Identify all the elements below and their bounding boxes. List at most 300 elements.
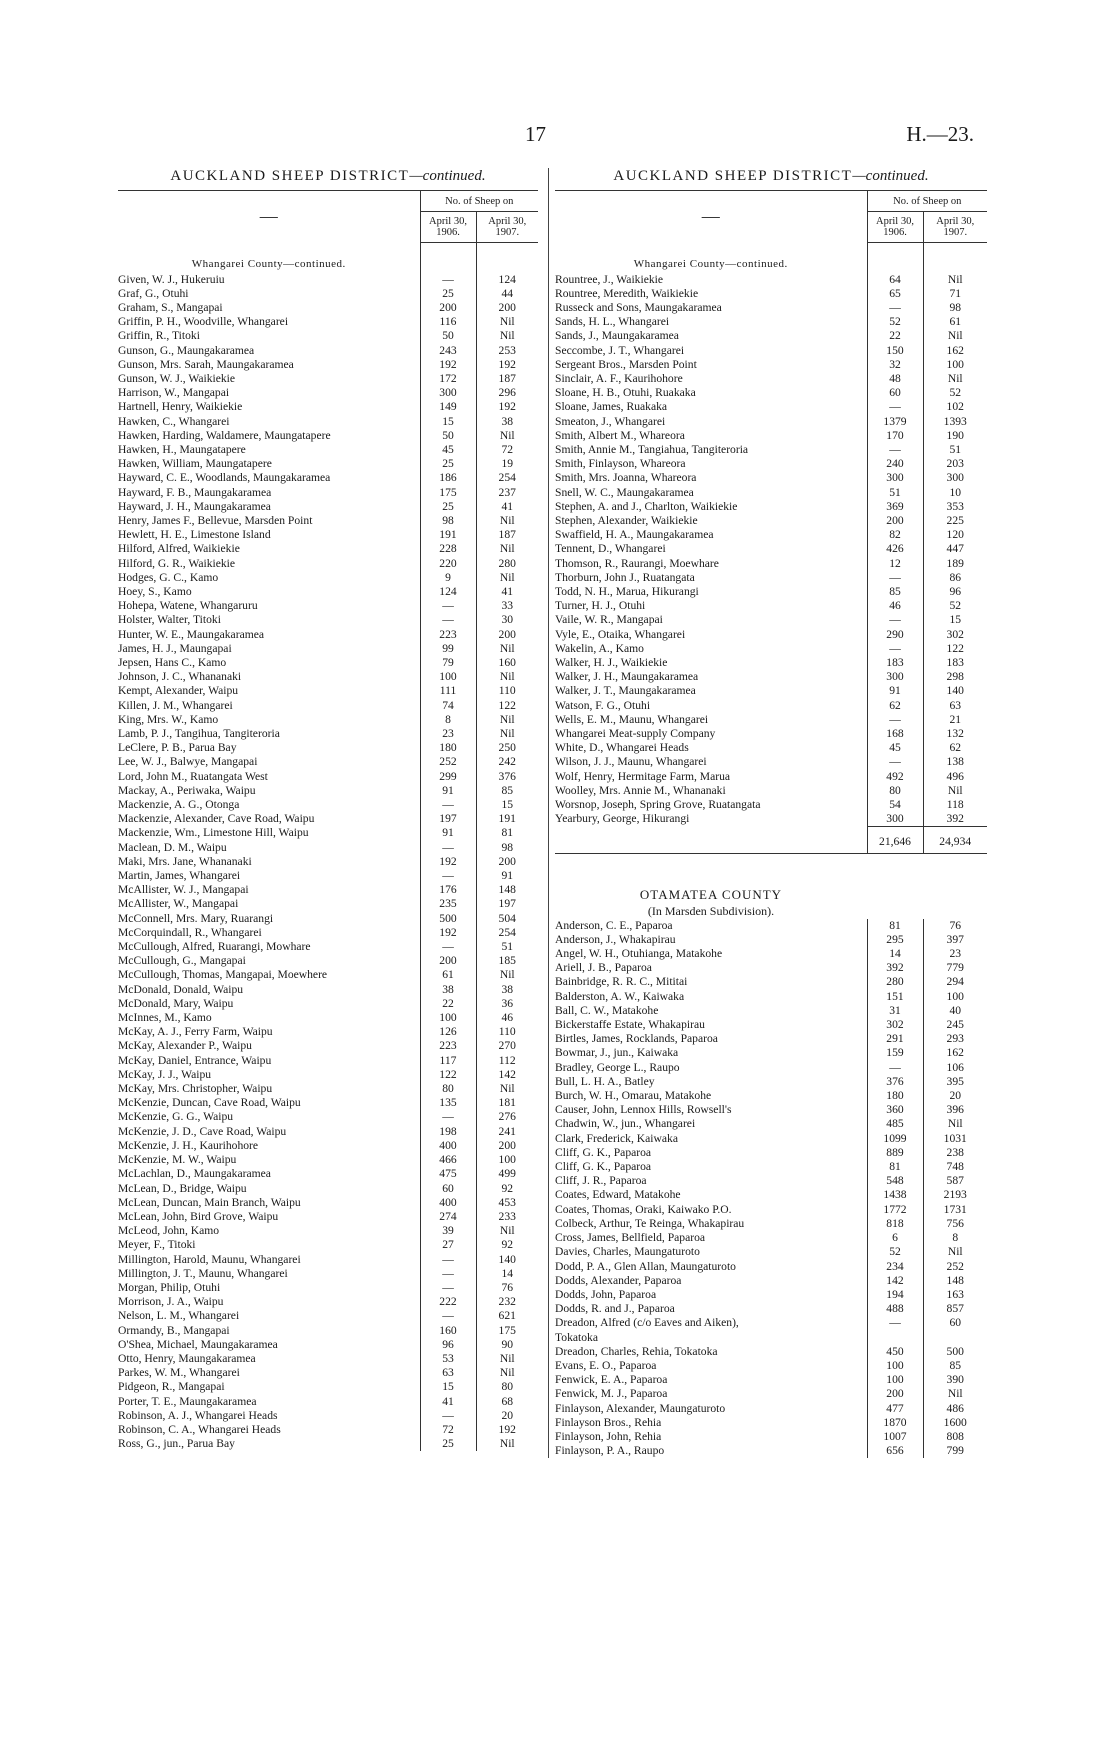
owner-cell: Gunson, Mrs. Sarah, Maungakaramea bbox=[118, 357, 294, 371]
sheep-1907-cell: 118 bbox=[923, 798, 987, 812]
owner-cell: Graham, S., Mangapai bbox=[118, 300, 223, 314]
sheep-1906-cell: 180 bbox=[420, 741, 476, 755]
table-row bbox=[555, 301, 987, 315]
table-row bbox=[118, 471, 538, 485]
table-row bbox=[555, 1274, 987, 1288]
owner-cell: Hunter, W. E., Maungakaramea bbox=[118, 627, 265, 641]
owner-cell: Colbeck, Arthur, Te Reinga, Whakapirau bbox=[555, 1216, 745, 1230]
sheep-1907-cell: Nil bbox=[476, 1082, 538, 1096]
sheep-1906-cell: 60 bbox=[420, 1182, 476, 1196]
table-row bbox=[555, 1217, 987, 1231]
sheep-1907-cell: 14 bbox=[476, 1267, 538, 1281]
table-row bbox=[118, 1068, 538, 1082]
sheep-1906-cell: 198 bbox=[420, 1125, 476, 1139]
owner-cell: Holster, Walter, Titoki bbox=[118, 613, 221, 627]
sheep-1907-cell: Nil bbox=[476, 713, 538, 727]
sheep-1907-cell: 252 bbox=[923, 1260, 987, 1274]
sheep-1907-cell: 232 bbox=[476, 1295, 538, 1309]
table-row bbox=[118, 1409, 538, 1423]
table-row bbox=[555, 1103, 987, 1117]
sheep-1907-cell: 76 bbox=[923, 919, 987, 933]
sheep-1906-cell: 27 bbox=[420, 1238, 476, 1252]
sheep-1907-cell: 52 bbox=[923, 599, 987, 613]
owner-cell: Hodges, G. C., Kamo bbox=[118, 570, 219, 584]
table-row bbox=[555, 358, 987, 372]
sheep-1906-cell: 85 bbox=[867, 585, 923, 599]
sheep-1906-cell: 400 bbox=[420, 1196, 476, 1210]
owner-cell: Finlayson Bros., Rehia bbox=[555, 1415, 662, 1429]
table-row bbox=[555, 1188, 987, 1202]
table-row bbox=[555, 542, 987, 556]
table-row bbox=[555, 415, 987, 429]
sheep-1906-cell: 91 bbox=[420, 826, 476, 840]
sheep-1907-cell: 38 bbox=[476, 415, 538, 429]
owner-cell: Finlayson, P. A., Raupo bbox=[555, 1444, 665, 1458]
owner-cell: Martin, James, Whangarei bbox=[118, 869, 241, 883]
table-row bbox=[555, 727, 987, 741]
sheep-1907-cell: Nil bbox=[923, 1387, 987, 1401]
table-row bbox=[118, 727, 538, 741]
owner-cell: Turner, H. J., Otuhi bbox=[555, 599, 646, 613]
table-row bbox=[118, 1096, 538, 1110]
sheep-1907-cell: 33 bbox=[476, 599, 538, 613]
table-row bbox=[118, 557, 538, 571]
sheep-1907-cell: 162 bbox=[923, 1046, 987, 1060]
sheep-1907-cell: 233 bbox=[476, 1210, 538, 1224]
sheep-1906-cell: 200 bbox=[420, 301, 476, 315]
sheep-1906-cell: 300 bbox=[867, 670, 923, 684]
table-row bbox=[555, 429, 987, 443]
sheep-1907-cell: Nil bbox=[476, 1352, 538, 1366]
right-heading bbox=[555, 168, 987, 190]
table-row bbox=[118, 869, 538, 883]
table-row bbox=[555, 642, 987, 656]
sheep-1907-cell: 23 bbox=[923, 947, 987, 961]
sheep-1907-cell: 280 bbox=[476, 557, 538, 571]
table-row bbox=[118, 954, 538, 968]
sheep-1906-cell: 80 bbox=[867, 784, 923, 798]
table-row bbox=[118, 1196, 538, 1210]
owner-cell: Smith, Finlayson, Whareora bbox=[555, 457, 686, 471]
table-row bbox=[118, 1281, 538, 1295]
sheep-1906-cell: 194 bbox=[867, 1288, 923, 1302]
sheep-1906-cell: 302 bbox=[867, 1018, 923, 1032]
sheep-1906-cell: 74 bbox=[420, 699, 476, 713]
sheep-1907-cell: Nil bbox=[476, 670, 538, 684]
owner-cell: Graf, G., Otuhi bbox=[118, 286, 189, 300]
sheep-1907-cell: 254 bbox=[476, 471, 538, 485]
sheep-1906-cell: 81 bbox=[867, 919, 923, 933]
sheep-1906-cell: 180 bbox=[867, 1089, 923, 1103]
sheep-1906-cell: 8 bbox=[420, 713, 476, 727]
sheep-1907-cell: Nil bbox=[923, 1245, 987, 1259]
owner-cell: Ross, G., jun., Parua Bay bbox=[118, 1437, 235, 1451]
sheep-1907-cell: 51 bbox=[476, 940, 538, 954]
sheep-1906-cell: 485 bbox=[867, 1117, 923, 1131]
sheep-1906-cell: 295 bbox=[867, 933, 923, 947]
table-row bbox=[555, 1046, 987, 1060]
sheep-1906-cell: 15 bbox=[420, 415, 476, 429]
sheep-1906-cell: 45 bbox=[420, 443, 476, 457]
table-row bbox=[555, 613, 987, 627]
table-row bbox=[118, 486, 538, 500]
table-row bbox=[555, 1316, 987, 1330]
sheep-1906-cell: 475 bbox=[420, 1167, 476, 1181]
left-heading-continued: —continued. bbox=[409, 168, 486, 184]
table-row bbox=[118, 1011, 538, 1025]
table-row bbox=[118, 628, 538, 642]
sheep-1906-cell: 488 bbox=[867, 1302, 923, 1316]
sheep-1907-cell: 300 bbox=[923, 471, 987, 485]
sheep-1907-cell: 92 bbox=[476, 1182, 538, 1196]
sheep-1907-cell: 237 bbox=[476, 486, 538, 500]
owner-cell: Rountree, J., Waikiekie bbox=[555, 272, 664, 286]
right-sheep-group-header: No. of Sheep on bbox=[867, 191, 987, 212]
table-row bbox=[118, 571, 538, 585]
sheep-1906-cell: 117 bbox=[420, 1054, 476, 1068]
table-row bbox=[555, 372, 987, 386]
sheep-1907-cell: 110 bbox=[476, 1025, 538, 1039]
owner-cell: O'Shea, Michael, Maungakaramea bbox=[118, 1337, 278, 1351]
table-row bbox=[118, 429, 538, 443]
sheep-1907-cell: 192 bbox=[476, 358, 538, 372]
sheep-1907-cell bbox=[923, 1331, 987, 1345]
owner-cell: Chadwin, W., jun., Whangarei bbox=[555, 1117, 696, 1131]
owner-cell: Dodds, John, Paparoa bbox=[555, 1287, 657, 1301]
left-name-column-header: — bbox=[118, 191, 420, 243]
sheep-1906-cell: 1099 bbox=[867, 1132, 923, 1146]
sheep-1907-cell: 779 bbox=[923, 961, 987, 975]
owner-cell: Robinson, C. A., Whangarei Heads bbox=[118, 1422, 281, 1436]
owner-cell: Wakelin, A., Kamo bbox=[555, 641, 644, 655]
right-heading-title: AUCKLAND SHEEP DISTRICT bbox=[613, 168, 853, 184]
sheep-1906-cell: 60 bbox=[867, 386, 923, 400]
table-row bbox=[118, 1309, 538, 1323]
owner-cell: McLean, John, Bird Grove, Waipu bbox=[118, 1209, 279, 1223]
right-total-row bbox=[555, 827, 987, 854]
owner-cell: Hartnell, Henry, Waikiekie bbox=[118, 400, 243, 414]
owner-cell: White, D., Whangarei Heads bbox=[555, 741, 689, 755]
right-column bbox=[548, 168, 987, 1458]
sheep-1907-cell: 140 bbox=[923, 684, 987, 698]
sheep-1907-cell: 183 bbox=[923, 656, 987, 670]
owner-cell: McKenzie, J. H., Kaurihohore bbox=[118, 1138, 259, 1152]
owner-cell: McCullough, G., Mangapai bbox=[118, 954, 246, 968]
sheep-1906-cell: 50 bbox=[420, 329, 476, 343]
table-row bbox=[118, 912, 538, 926]
owner-cell: Sloane, James, Ruakaka bbox=[555, 400, 668, 414]
sheep-1907-cell: 15 bbox=[923, 613, 987, 627]
sheep-1906-cell: — bbox=[867, 1316, 923, 1330]
sheep-1906-cell: 46 bbox=[867, 599, 923, 613]
owner-cell: Coates, Thomas, Oraki, Kaiwako P.O. bbox=[555, 1202, 732, 1216]
table-row bbox=[555, 684, 987, 698]
owner-cell: Swaffield, H. A., Maungakaramea bbox=[555, 528, 714, 542]
sheep-1907-cell: 504 bbox=[476, 912, 538, 926]
sheep-1907-cell: 192 bbox=[476, 1423, 538, 1437]
sheep-1906-cell: 243 bbox=[420, 344, 476, 358]
sheep-1906-cell: 223 bbox=[420, 628, 476, 642]
owner-cell: Finlayson, Alexander, Maungaturoto bbox=[555, 1401, 726, 1415]
sheep-1906-cell: 6 bbox=[867, 1231, 923, 1245]
owner-cell: Watson, F. G., Otuhi bbox=[555, 698, 651, 712]
sheep-1906-cell: 426 bbox=[867, 542, 923, 556]
owner-cell: Parkes, W. M., Whangarei bbox=[118, 1366, 240, 1380]
table-row bbox=[118, 386, 538, 400]
table-row bbox=[118, 315, 538, 329]
owner-cell: Morgan, Philip, Otuhi bbox=[118, 1280, 221, 1294]
sheep-1907-cell: 187 bbox=[476, 528, 538, 542]
table-row bbox=[555, 457, 987, 471]
owner-cell: Ariell, J. B., Paparoa bbox=[555, 961, 652, 975]
owner-cell: LeClere, P. B., Parua Bay bbox=[118, 741, 237, 755]
table-row bbox=[118, 770, 538, 784]
sheep-1907-cell: 90 bbox=[476, 1338, 538, 1352]
sheep-1907-cell: 106 bbox=[923, 1061, 987, 1075]
sheep-1907-cell: Nil bbox=[923, 329, 987, 343]
right-county-heading: Whangarei County—continued. bbox=[633, 257, 788, 270]
table-row bbox=[118, 1025, 538, 1039]
sheep-1906-cell: 12 bbox=[867, 557, 923, 571]
owner-cell: Fenwick, E. A., Paparoa bbox=[555, 1373, 668, 1387]
table-row bbox=[555, 975, 987, 989]
owner-cell: Clark, Frederick, Kaiwaka bbox=[555, 1131, 678, 1145]
table-row bbox=[118, 457, 538, 471]
sheep-1906-cell: 170 bbox=[867, 429, 923, 443]
sheep-1907-cell: 19 bbox=[476, 457, 538, 471]
sheep-1906-cell: 126 bbox=[420, 1025, 476, 1039]
table-row bbox=[555, 812, 987, 827]
sheep-1906-cell: 14 bbox=[867, 947, 923, 961]
sheep-1907-cell: 46 bbox=[476, 1011, 538, 1025]
table-row bbox=[555, 961, 987, 975]
sheep-1907-cell: 112 bbox=[476, 1054, 538, 1068]
sheep-1907-cell: 189 bbox=[923, 557, 987, 571]
table-row bbox=[118, 883, 538, 897]
owner-cell: Kempt, Alexander, Waipu bbox=[118, 684, 239, 698]
sheep-1906-cell: 1379 bbox=[867, 415, 923, 429]
sheep-1906-cell: 79 bbox=[420, 656, 476, 670]
sheep-1906-cell: 25 bbox=[420, 1437, 476, 1451]
table-row bbox=[555, 1331, 987, 1345]
sheep-1906-cell: — bbox=[867, 642, 923, 656]
owner-cell: Griffin, R., Titoki bbox=[118, 329, 200, 343]
owner-cell: Sloane, H. B., Otuhi, Ruakaka bbox=[555, 386, 696, 400]
owner-cell: Johnson, J. C., Whananaki bbox=[118, 670, 242, 684]
sheep-1907-cell: Nil bbox=[923, 273, 987, 287]
sheep-1906-cell: 200 bbox=[867, 514, 923, 528]
sheep-1907-cell: 85 bbox=[923, 1359, 987, 1373]
page-number: 17 bbox=[525, 122, 546, 146]
right-heading-continued: —continued. bbox=[852, 168, 929, 184]
sheep-1906-cell: 200 bbox=[420, 954, 476, 968]
sheep-1906-cell: — bbox=[867, 301, 923, 315]
sheep-1907-cell: 122 bbox=[476, 699, 538, 713]
table-row bbox=[118, 301, 538, 315]
owner-cell: Vaile, W. R., Mangapai bbox=[555, 613, 663, 627]
sheep-1906-cell: 23 bbox=[420, 727, 476, 741]
owner-cell: Meyer, F., Titoki bbox=[118, 1238, 196, 1252]
table-row bbox=[555, 1373, 987, 1387]
sheep-1907-cell: 395 bbox=[923, 1075, 987, 1089]
table-row bbox=[118, 926, 538, 940]
table-row bbox=[555, 1032, 987, 1046]
sheep-1907-cell: 447 bbox=[923, 542, 987, 556]
sheep-1906-cell: — bbox=[420, 273, 476, 287]
sheep-1907-cell: Nil bbox=[476, 727, 538, 741]
sheep-1907-cell: Nil bbox=[923, 784, 987, 798]
sheep-1907-cell: 140 bbox=[476, 1253, 538, 1267]
sheep-1907-cell: 81 bbox=[476, 826, 538, 840]
sheep-1906-cell: 81 bbox=[867, 1160, 923, 1174]
sheep-1907-cell: 192 bbox=[476, 400, 538, 414]
sheep-1906-cell: 54 bbox=[867, 798, 923, 812]
owner-cell: Wolf, Henry, Hermitage Farm, Marua bbox=[555, 769, 731, 783]
table-row bbox=[118, 372, 538, 386]
sheep-1907-cell: 293 bbox=[923, 1032, 987, 1046]
sheep-1906-cell: 392 bbox=[867, 961, 923, 975]
sheep-1906-cell: 274 bbox=[420, 1210, 476, 1224]
table-row bbox=[555, 528, 987, 542]
owner-cell: Dreadon, Alfred (c/o Eaves and Aiken), bbox=[555, 1316, 739, 1330]
owner-cell: McLachlan, D., Maungakaramea bbox=[118, 1167, 271, 1181]
sheep-1907-cell: 748 bbox=[923, 1160, 987, 1174]
sheep-1907-cell: Nil bbox=[476, 571, 538, 585]
table-row bbox=[118, 287, 538, 301]
sheep-1907-cell: Nil bbox=[476, 642, 538, 656]
sheep-1907-cell: 148 bbox=[923, 1274, 987, 1288]
sheep-1907-cell: 250 bbox=[476, 741, 538, 755]
total-1907: 24,934 bbox=[923, 827, 987, 854]
table-row bbox=[118, 784, 538, 798]
owner-cell: Dodd, P. A., Glen Allan, Maungaturoto bbox=[555, 1259, 736, 1273]
table-row bbox=[555, 599, 987, 613]
table-row bbox=[118, 968, 538, 982]
sheep-1907-cell: 102 bbox=[923, 400, 987, 414]
table-row bbox=[118, 699, 538, 713]
sheep-1907-cell: 1393 bbox=[923, 415, 987, 429]
owner-cell: Cross, James, Bellfield, Paparoa bbox=[555, 1231, 706, 1245]
owner-cell: Morrison, J. A., Waipu bbox=[118, 1295, 224, 1309]
owner-cell: McKay, Daniel, Entrance, Waipu bbox=[118, 1053, 272, 1067]
sheep-1906-cell: 175 bbox=[420, 486, 476, 500]
sheep-1906-cell: 38 bbox=[420, 983, 476, 997]
sheep-1907-cell: 396 bbox=[923, 1103, 987, 1117]
sheep-1907-cell: 376 bbox=[476, 770, 538, 784]
sheep-1907-cell: 2193 bbox=[923, 1188, 987, 1202]
sheep-1906-cell: 124 bbox=[420, 585, 476, 599]
sheep-1907-cell: 200 bbox=[476, 628, 538, 642]
table-row bbox=[118, 656, 538, 670]
sheep-1906-cell: 240 bbox=[867, 457, 923, 471]
sheep-1907-cell: 91 bbox=[476, 869, 538, 883]
sheep-1906-cell: 98 bbox=[420, 514, 476, 528]
owner-cell: Jepsen, Hans C., Kamo bbox=[118, 655, 227, 669]
sheep-1906-cell: 400 bbox=[420, 1139, 476, 1153]
owner-cell: McKay, J. J., Waipu bbox=[118, 1067, 212, 1081]
sheep-1907-cell: Nil bbox=[476, 329, 538, 343]
sheep-1906-cell: 1438 bbox=[867, 1188, 923, 1202]
sheep-1907-cell: 225 bbox=[923, 514, 987, 528]
sheep-1906-cell: 100 bbox=[867, 1373, 923, 1387]
owner-cell: Stephen, Alexander, Waikiekie bbox=[555, 513, 698, 527]
owner-cell: Otto, Henry, Maungakaramea bbox=[118, 1351, 256, 1365]
sheep-1907-cell: 200 bbox=[476, 1139, 538, 1153]
table-row bbox=[118, 585, 538, 599]
table-row bbox=[555, 1359, 987, 1373]
table-row bbox=[555, 443, 987, 457]
table-row bbox=[555, 1018, 987, 1032]
table-row bbox=[118, 855, 538, 869]
table-row bbox=[118, 741, 538, 755]
sheep-1906-cell: 492 bbox=[867, 770, 923, 784]
owner-cell: Smith, Mrs. Joanna, Whareora bbox=[555, 471, 697, 485]
table-row bbox=[118, 1054, 538, 1068]
sheep-1906-cell: 299 bbox=[420, 770, 476, 784]
sheep-1907-cell: 110 bbox=[476, 684, 538, 698]
sheep-1906-cell: 466 bbox=[420, 1153, 476, 1167]
owner-cell: Cliff, G. K., Paparoa bbox=[555, 1145, 652, 1159]
sheep-1906-cell: 9 bbox=[420, 571, 476, 585]
owner-cell: Whangarei Meat-supply Company bbox=[555, 727, 716, 740]
table-row bbox=[555, 1004, 987, 1018]
sheep-1906-cell: 32 bbox=[867, 358, 923, 372]
sheep-1906-cell: — bbox=[867, 571, 923, 585]
table-row bbox=[118, 755, 538, 769]
sheep-1907-cell: 392 bbox=[923, 812, 987, 827]
table-row bbox=[555, 947, 987, 961]
sheep-1906-cell: 25 bbox=[420, 457, 476, 471]
owner-cell: Walker, J. T., Maungakaramea bbox=[555, 684, 696, 698]
sheep-1907-cell: 44 bbox=[476, 287, 538, 301]
table-row bbox=[118, 500, 538, 514]
sheep-1907-cell: 163 bbox=[923, 1288, 987, 1302]
table-row bbox=[555, 1302, 987, 1316]
table-row bbox=[555, 1203, 987, 1217]
owner-cell: McKenzie, M. W., Waipu bbox=[118, 1153, 237, 1167]
owner-cell: McLeod, John, Kamo bbox=[118, 1224, 220, 1238]
sheep-1907-cell: 238 bbox=[923, 1146, 987, 1160]
owner-cell: Worsnop, Joseph, Spring Grove, Ruatangata bbox=[555, 798, 761, 812]
table-row bbox=[118, 798, 538, 812]
owner-cell: Porter, T. E., Maungakaramea bbox=[118, 1394, 257, 1408]
sheep-1907-cell: 68 bbox=[476, 1395, 538, 1409]
sheep-1906-cell: 291 bbox=[867, 1032, 923, 1046]
owner-cell: Walker, J. H., Maungakaramea bbox=[555, 670, 699, 684]
owner-cell: Pidgeon, R., Mangapai bbox=[118, 1380, 225, 1394]
owner-cell: Angel, W. H., Otuhianga, Matakohe bbox=[555, 947, 723, 961]
owner-cell: Snell, W. C., Maungakaramea bbox=[555, 485, 694, 499]
sheep-1907-cell: 80 bbox=[476, 1380, 538, 1394]
owner-cell: Ormandy, B., Mangapai bbox=[118, 1323, 230, 1337]
table-row bbox=[555, 1402, 987, 1416]
sheep-1906-cell: 192 bbox=[420, 855, 476, 869]
table-row bbox=[555, 670, 987, 684]
owner-cell: McAllister, W. J., Mangapai bbox=[118, 883, 249, 897]
sheep-1906-cell: 100 bbox=[420, 1011, 476, 1025]
owner-cell: Causer, John, Lennox Hills, Rowsell's bbox=[555, 1103, 732, 1117]
sheep-1906-cell: 51 bbox=[867, 486, 923, 500]
table-row bbox=[118, 599, 538, 613]
sheep-1906-cell: 234 bbox=[867, 1260, 923, 1274]
sheep-1907-cell: 200 bbox=[476, 855, 538, 869]
owner-cell: McDonald, Donald, Waipu bbox=[118, 982, 244, 996]
sheep-1907-cell: 100 bbox=[923, 358, 987, 372]
sheep-1906-cell: 889 bbox=[867, 1146, 923, 1160]
sheep-1906-cell: — bbox=[867, 613, 923, 627]
table-row bbox=[555, 500, 987, 514]
owner-cell: Hayward, C. E., Woodlands, Maungakaramea bbox=[118, 471, 331, 485]
